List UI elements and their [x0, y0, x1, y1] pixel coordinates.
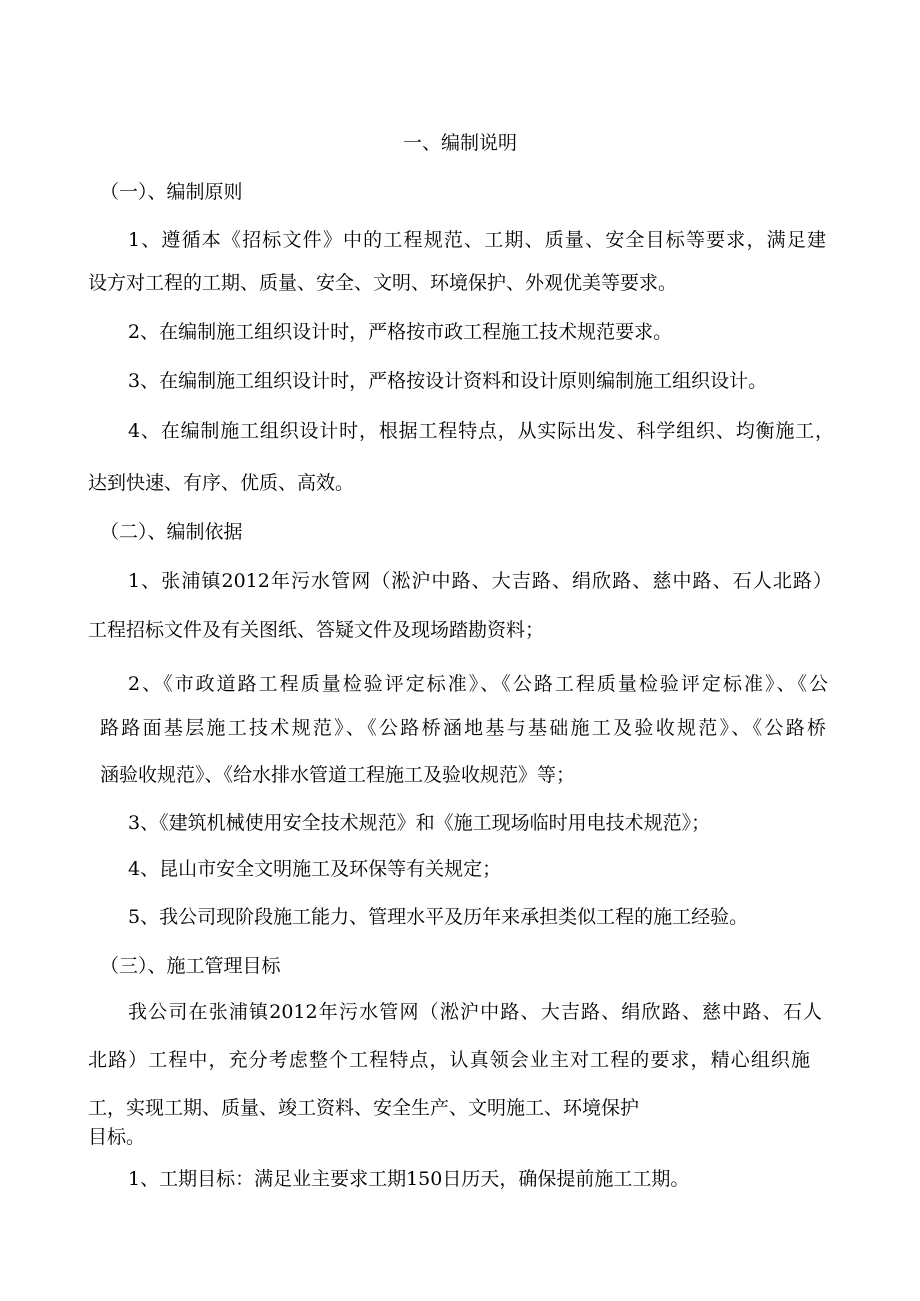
- paragraph-line: 我公司在张浦镇2012年污水管网（淞沪中路、大吉路、绢欣路、慈中路、石人: [128, 1001, 822, 1023]
- section-heading-goals: （三）、施工管理目标: [100, 955, 281, 977]
- paragraph-line: 4、在编制施工组织设计时，根据工程特点，从实际出发、科学组织、均衡施工，: [128, 420, 834, 442]
- paragraph-line: 目标。: [88, 1126, 146, 1148]
- section-heading-principles: （一）、编制原则: [100, 181, 243, 203]
- paragraph-line: 3、《建筑机械使用安全技术规范》和《施工现场临时用电技术规范》；: [128, 812, 711, 834]
- page-title: 一、编制说明: [402, 132, 517, 154]
- paragraph-line: 北路）工程中，充分考虑整个工程特点，认真领会业主对工程的要求，精心组织施: [88, 1049, 810, 1071]
- paragraph-line: 涵验收规范》、《给水排水管道工程施工及验收规范》等；: [100, 764, 576, 786]
- paragraph-line: 1、工期目标：满足业主要求工期150日历天，确保提前施工工期。: [128, 1168, 690, 1190]
- paragraph-line: 工，实现工期、质量、竣工资料、安全生产、文明施工、环境保护: [88, 1097, 640, 1119]
- paragraph-line: 5、我公司现阶段施工能力、管理水平及历年来承担类似工程的施工经验。: [128, 906, 749, 928]
- paragraph-line: 设方对工程的工期、质量、安全、文明、环境保护、外观优美等要求。: [88, 272, 678, 294]
- paragraph-line: 路路面基层施工技术规范》、《公路桥涵地基与基础施工及验收规范》、《公路桥: [100, 717, 826, 739]
- paragraph-line: 1、遵循本《招标文件》中的工程规范、工期、质量、安全目标等要求，满足建: [128, 229, 826, 251]
- paragraph-line: 3、在编制施工组织设计时，严格按设计资料和设计原则编制施工组织设计。: [128, 370, 768, 392]
- section-heading-basis: （二）、编制依据: [100, 521, 243, 543]
- paragraph-line: 1、张浦镇2012年污水管网（淞沪中路、大吉路、绢欣路、慈中路、石人北路）: [128, 570, 832, 592]
- paragraph-line: 2、在编制施工组织设计时，严格按市政工程施工技术规范要求。: [128, 321, 673, 343]
- paragraph-line: 2、《市政道路工程质量检验评定标准》、《公路工程质量检验评定标准》、《公: [128, 673, 828, 695]
- paragraph-line: 达到快速、有序、优质、高效。: [88, 472, 355, 494]
- paragraph-line: 工程招标文件及有关图纸、答疑文件及现场踏勘资料；: [88, 619, 545, 641]
- paragraph-line: 4、昆山市安全文明施工及环保等有关规定；: [128, 858, 502, 880]
